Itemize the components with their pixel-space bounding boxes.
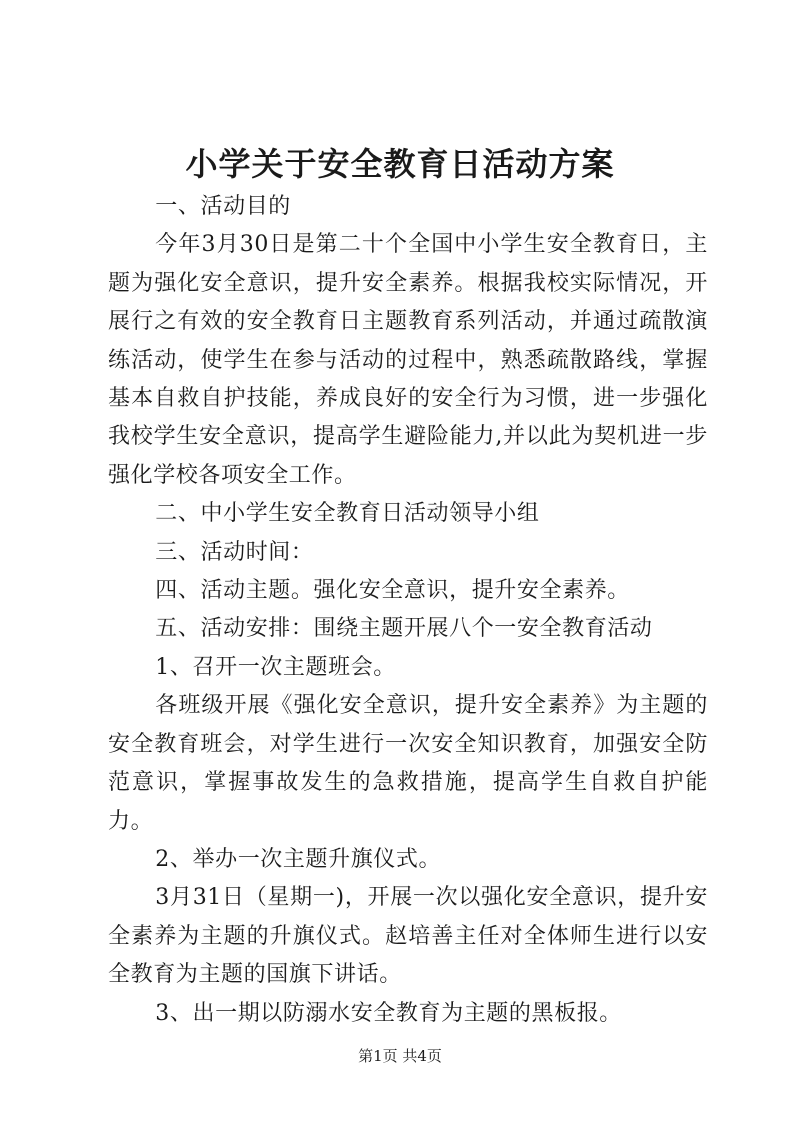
item-heading-flag-ceremony: 2、举办一次主题升旗仪式。: [155, 846, 442, 872]
paragraph-flag-ceremony: 3月31日（星期一)，开展一次以强化安全意识，提升安全素养为主题的升旗仪式。赵培善主任对全体师生进行以安全教育为主题的国旗下讲话。: [108, 885, 708, 988]
section-heading-time: 三、活动时间：: [155, 539, 314, 565]
section-heading-leadership: 二、中小学生安全教育日活动领导小组: [155, 501, 540, 527]
item-heading-blackboard: 3、出一期以防溺水安全教育为主题的黑板报。: [155, 1000, 622, 1026]
document-body: [108, 188, 708, 1033]
section-heading-purpose: 一、活动目的: [155, 194, 291, 219]
section-heading-theme: 四、活动主题。强化安全意识，提升安全素养。: [155, 578, 630, 604]
page-number-footer: 第1页 共4页: [358, 1047, 442, 1065]
item-heading-class-meeting: 1、召开一次主题班会。: [155, 654, 396, 680]
document-title: 小学关于安全教育日活动方案: [185, 145, 615, 183]
paragraph-purpose: 今年3月30日是第二十个全国中小学生安全教育日，主题为强化安全意识，提升安全素养。根据我校实际情况，开展行之有效的安全教育日主题教育系列活动，并通过疏散演练活动，使学生在参与活动的过程中，熟悉疏散路线，掌握基本自救自护技能，养成良好的安全行为习惯，进一步强化我校学生安全意识，提高学生避险能力,并以此为契机进一步强化学校各项安全工作。: [108, 232, 708, 488]
paragraph-class-meeting: 各班级开展《强化安全意识，提升安全素养》为主题的安全教育班会，对学生进行一次安全知识教育，加强安全防范意识，掌握事故发生的急救措施，提高学生自救自护能力。: [108, 693, 708, 834]
section-heading-arrangement: 五、活动安排：围绕主题开展八个一安全教育活动: [155, 616, 653, 642]
